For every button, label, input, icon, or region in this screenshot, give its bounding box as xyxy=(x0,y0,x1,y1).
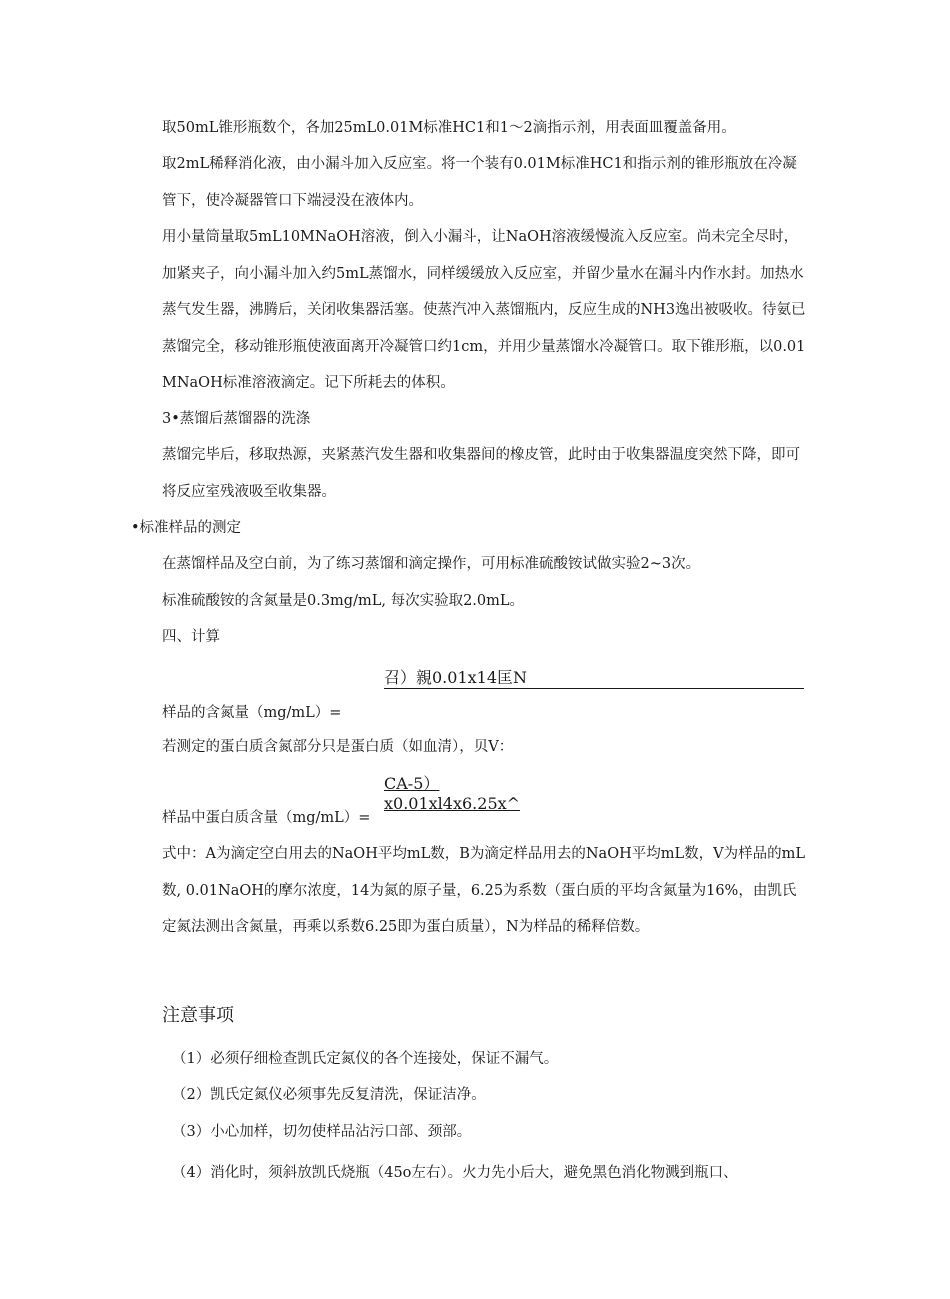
paragraph-prepare-flasks: 取50mL锥形瓶数个，各加25mL0.01M标准HC1和1〜2滴指示剂，用表面皿覆盖备用。 xyxy=(162,120,736,136)
formula-nitrogen-label: 样品的含氮量（mg/mL）= xyxy=(162,705,342,721)
bullet-title-standard-sample: •标准样品的测定 xyxy=(131,520,242,536)
paragraph-add-digest: 取2mL稀释消化液，由小漏斗加入反应室。将一个装有0.01M标准HC1和指示剂的锥形瓶放在冷凝管下，使冷凝器管口下端浸没在液体内。 xyxy=(162,156,797,209)
note-item-1: （1）必须仔细检查凯氏定氮仪的各个连接处，保证不漏气。 xyxy=(172,1051,559,1067)
note-item-2: （2）凯氏定氮仪必须事先反复清洗，保证洁净。 xyxy=(172,1087,486,1103)
paragraph-standard-practice: 在蒸馏样品及空白前，为了练习蒸馏和滴定操作，可用标准硫酸铵试做实验2~3次。 xyxy=(162,556,701,572)
formula-protein-numerator: CA-5）x0.01xl4x6.25x^ xyxy=(384,774,521,813)
paragraph-standard-nitrogen: 标准硫酸铵的含氮量是0.3mg/mL, 每次实验取2.0mL。 xyxy=(162,593,525,609)
formula-nitrogen-fraction-line xyxy=(384,688,804,689)
paragraph-washing: 蒸馏完毕后，移取热源，夹紧蒸汽发生器和收集器间的橡皮管，此时由于收集器温度突然下降，即可将反应室残液吸至收集器。 xyxy=(162,447,800,500)
section-title-calculation: 四、计算 xyxy=(162,629,220,645)
note-item-4: （4）消化时，须斜放凯氏烧瓶（45o左右）。火力先小后大，避免黑色消化物溅到瓶口、 xyxy=(172,1165,738,1181)
notes-heading: 注意事项 xyxy=(162,1005,234,1026)
paragraph-distillation-procedure: 用小量筒量取5mL10MNaOH溶液，倒入小漏斗，让NaOH溶液缓慢流入反应室。尚未完全尽时，加紧夹子，向小漏斗加入约5mL蒸馏水，同样缓缓放入反应室，并留少量水在漏斗内作水封。加热水蒸气发生器，沸腾后，关闭收集器活塞。使蒸汽冲入蒸馏瓶内，反应生成的NH3逸出被吸收。待氨已蒸馏完全，移动锥形瓶使液面离开冷凝管口约1cm，并用少量蒸馏水冷凝管口。取下锥形瓶，以0.01MNaOH标准溶液滴定。记下所耗去的体积。 xyxy=(162,229,806,391)
formula-protein-label: 样品中蛋白质含量（mg/mL）= xyxy=(162,810,371,826)
subsection-title-washing: 3•蒸馏后蒸馏器的洗涤 xyxy=(162,411,311,427)
paragraph-variable-definitions: 式中：A为滴定空白用去的NaOH平均mL数，B为滴定样品用去的NaOH平均mL数，V为样品的mL数, 0.01NaOH的摩尔浓度，14为氮的原子量，6.25为系数（蛋白质的平均含氮量为16%，由凯氏定氮法测出含氮量，再乘以系数6.25即为蛋白质量），N为样品的稀释倍数。 xyxy=(162,846,805,935)
formula-nitrogen-numerator: 召）親0.01x14匡N xyxy=(384,668,528,687)
note-item-3: （3）小心加样，切勿使样品沾污口部、颈部。 xyxy=(172,1124,472,1140)
paragraph-protein-condition: 若测定的蛋白质含氮部分只是蛋白质（如血清），贝V： xyxy=(162,739,514,755)
